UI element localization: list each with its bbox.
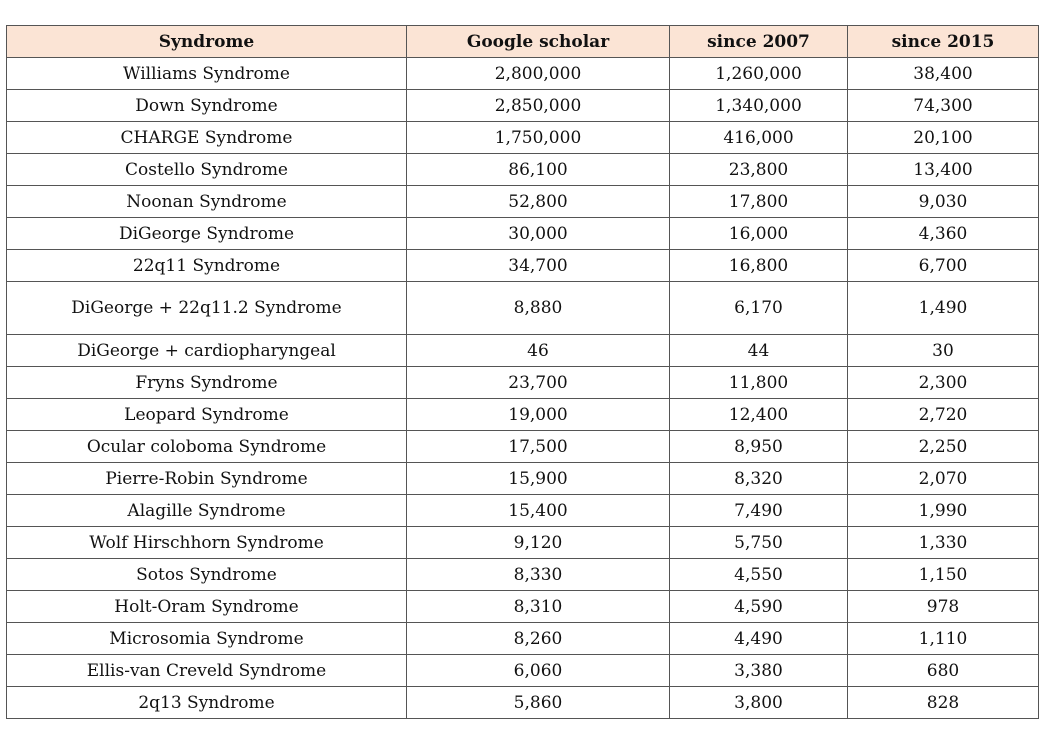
cell-syndrome: Microsomia Syndrome bbox=[7, 623, 407, 655]
cell-google-scholar: 46 bbox=[407, 335, 670, 367]
cell-since-2015: 6,700 bbox=[848, 250, 1039, 282]
cell-since-2007: 44 bbox=[670, 335, 848, 367]
cell-google-scholar: 2,800,000 bbox=[407, 58, 670, 90]
table-row bbox=[7, 655, 1039, 687]
cell-google-scholar: 8,330 bbox=[407, 559, 670, 591]
cell-since-2015: 2,300 bbox=[848, 367, 1039, 399]
table-row bbox=[7, 687, 1039, 719]
cell-google-scholar: 8,310 bbox=[407, 591, 670, 623]
table-row bbox=[7, 186, 1039, 218]
cell-since-2007: 8,320 bbox=[670, 463, 848, 495]
cell-since-2015: 2,070 bbox=[848, 463, 1039, 495]
cell-since-2015: 1,150 bbox=[848, 559, 1039, 591]
cell-since-2015: 74,300 bbox=[848, 90, 1039, 122]
cell-syndrome: Pierre-Robin Syndrome bbox=[7, 463, 407, 495]
cell-since-2007: 4,590 bbox=[670, 591, 848, 623]
table-row bbox=[7, 122, 1039, 154]
cell-since-2007: 416,000 bbox=[670, 122, 848, 154]
cell-syndrome: Costello Syndrome bbox=[7, 154, 407, 186]
table-row bbox=[7, 218, 1039, 250]
table-row bbox=[7, 154, 1039, 186]
cell-syndrome: Alagille Syndrome bbox=[7, 495, 407, 527]
cell-syndrome: DiGeorge + cardiopharyngeal bbox=[7, 335, 407, 367]
cell-google-scholar: 52,800 bbox=[407, 186, 670, 218]
cell-google-scholar: 15,400 bbox=[407, 495, 670, 527]
table-row bbox=[7, 431, 1039, 463]
cell-since-2015: 13,400 bbox=[848, 154, 1039, 186]
cell-google-scholar: 1,750,000 bbox=[407, 122, 670, 154]
cell-since-2015: 1,330 bbox=[848, 527, 1039, 559]
cell-since-2007: 17,800 bbox=[670, 186, 848, 218]
cell-syndrome: Holt-Oram Syndrome bbox=[7, 591, 407, 623]
cell-since-2015: 4,360 bbox=[848, 218, 1039, 250]
cell-syndrome: 2q13 Syndrome bbox=[7, 687, 407, 719]
header-since-2015: since 2015 bbox=[848, 26, 1039, 58]
header-row bbox=[7, 26, 1039, 58]
cell-since-2015: 2,720 bbox=[848, 399, 1039, 431]
table-row bbox=[7, 527, 1039, 559]
table-row bbox=[7, 90, 1039, 122]
table-body bbox=[7, 58, 1039, 719]
cell-syndrome: Down Syndrome bbox=[7, 90, 407, 122]
cell-since-2007: 16,800 bbox=[670, 250, 848, 282]
table-row bbox=[7, 250, 1039, 282]
cell-syndrome: Noonan Syndrome bbox=[7, 186, 407, 218]
cell-syndrome: Fryns Syndrome bbox=[7, 367, 407, 399]
cell-syndrome: DiGeorge Syndrome bbox=[7, 218, 407, 250]
cell-syndrome: 22q11 Syndrome bbox=[7, 250, 407, 282]
table-row bbox=[7, 495, 1039, 527]
table-row bbox=[7, 399, 1039, 431]
cell-since-2007: 11,800 bbox=[670, 367, 848, 399]
cell-google-scholar: 23,700 bbox=[407, 367, 670, 399]
cell-since-2015: 680 bbox=[848, 655, 1039, 687]
cell-since-2007: 1,260,000 bbox=[670, 58, 848, 90]
cell-google-scholar: 15,900 bbox=[407, 463, 670, 495]
cell-since-2007: 12,400 bbox=[670, 399, 848, 431]
cell-syndrome: CHARGE Syndrome bbox=[7, 122, 407, 154]
cell-since-2015: 1,110 bbox=[848, 623, 1039, 655]
cell-since-2015: 38,400 bbox=[848, 58, 1039, 90]
cell-since-2015: 9,030 bbox=[848, 186, 1039, 218]
cell-since-2015: 1,490 bbox=[848, 282, 1039, 335]
cell-since-2007: 1,340,000 bbox=[670, 90, 848, 122]
table-row bbox=[7, 463, 1039, 495]
header-google-scholar: Google scholar bbox=[407, 26, 670, 58]
cell-google-scholar: 30,000 bbox=[407, 218, 670, 250]
cell-since-2007: 7,490 bbox=[670, 495, 848, 527]
header-since-2007: since 2007 bbox=[670, 26, 848, 58]
cell-since-2007: 3,380 bbox=[670, 655, 848, 687]
cell-google-scholar: 34,700 bbox=[407, 250, 670, 282]
cell-since-2015: 30 bbox=[848, 335, 1039, 367]
cell-google-scholar: 86,100 bbox=[407, 154, 670, 186]
cell-google-scholar: 17,500 bbox=[407, 431, 670, 463]
table-row bbox=[7, 335, 1039, 367]
syndrome-citation-table bbox=[6, 25, 1039, 719]
table-row bbox=[7, 367, 1039, 399]
cell-since-2007: 4,490 bbox=[670, 623, 848, 655]
cell-since-2007: 4,550 bbox=[670, 559, 848, 591]
cell-google-scholar: 8,260 bbox=[407, 623, 670, 655]
cell-since-2015: 828 bbox=[848, 687, 1039, 719]
cell-google-scholar: 8,880 bbox=[407, 282, 670, 335]
cell-google-scholar: 5,860 bbox=[407, 687, 670, 719]
cell-since-2007: 6,170 bbox=[670, 282, 848, 335]
cell-syndrome: Ocular coloboma Syndrome bbox=[7, 431, 407, 463]
table-header bbox=[7, 26, 1039, 58]
cell-google-scholar: 2,850,000 bbox=[407, 90, 670, 122]
cell-google-scholar: 6,060 bbox=[407, 655, 670, 687]
cell-syndrome: Leopard Syndrome bbox=[7, 399, 407, 431]
table-row bbox=[7, 58, 1039, 90]
cell-since-2007: 23,800 bbox=[670, 154, 848, 186]
cell-since-2007: 3,800 bbox=[670, 687, 848, 719]
cell-syndrome: Wolf Hirschhorn Syndrome bbox=[7, 527, 407, 559]
cell-since-2015: 20,100 bbox=[848, 122, 1039, 154]
cell-since-2007: 8,950 bbox=[670, 431, 848, 463]
table-row bbox=[7, 591, 1039, 623]
cell-syndrome: Sotos Syndrome bbox=[7, 559, 407, 591]
cell-syndrome: DiGeorge + 22q11.2 Syndrome bbox=[7, 282, 407, 335]
cell-since-2015: 2,250 bbox=[848, 431, 1039, 463]
cell-syndrome: Ellis-van Creveld Syndrome bbox=[7, 655, 407, 687]
cell-since-2015: 1,990 bbox=[848, 495, 1039, 527]
table-row bbox=[7, 559, 1039, 591]
cell-google-scholar: 9,120 bbox=[407, 527, 670, 559]
cell-since-2007: 5,750 bbox=[670, 527, 848, 559]
table-row bbox=[7, 623, 1039, 655]
cell-syndrome: Williams Syndrome bbox=[7, 58, 407, 90]
table-row bbox=[7, 282, 1039, 335]
cell-since-2015: 978 bbox=[848, 591, 1039, 623]
cell-since-2007: 16,000 bbox=[670, 218, 848, 250]
cell-google-scholar: 19,000 bbox=[407, 399, 670, 431]
header-syndrome: Syndrome bbox=[7, 26, 407, 58]
